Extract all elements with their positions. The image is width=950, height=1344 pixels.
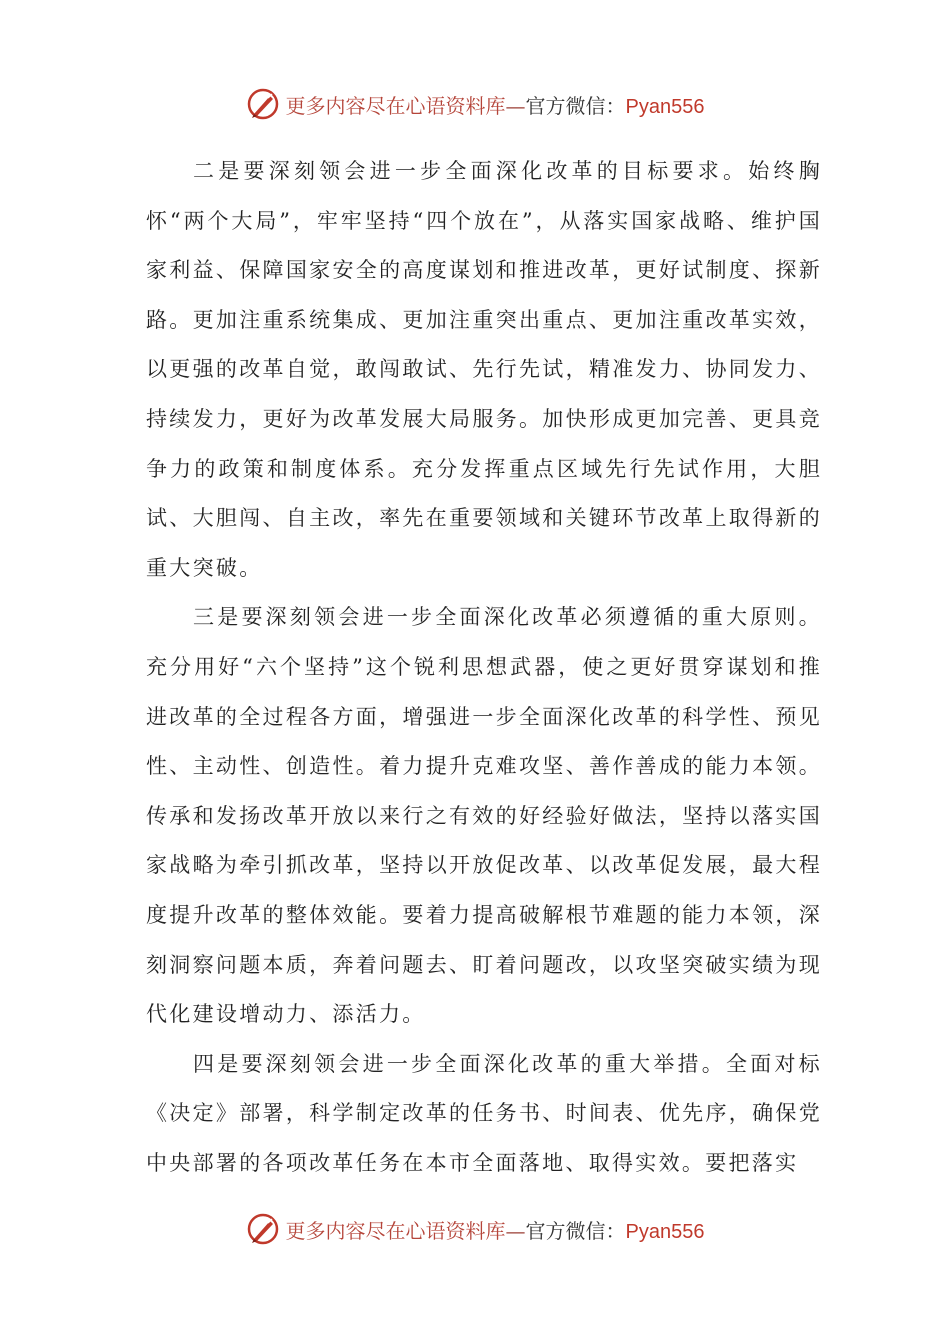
paragraph: 二是要深刻领会进一步全面深化改革的目标要求。始终胸怀“两个大局”，牢牢坚持“四个放在”，从落实国家战略、维护国家利益、保障国家安全的高度谋划和推进改革，更好试制度、探新路。更加注重系统集成、更加注重突出重点、更加注重改革实效，以更强的改革自觉，敢闯敢试、先行先试，精准发力、协同发力、持续发力，更好为改革发展大局服务。加快形成更加完善、更具竞争力的政策和制度体系。充分发挥重点区域先行先试作用，大胆试、大胆闯、自主改，率先在重要领域和关键环节改革上取得新的重大突破。 [146, 159, 822, 580]
banner-title: 更多内容尽在心语资料库 [285, 1218, 506, 1243]
banner-wechat-label: 官方微信： [525, 93, 626, 118]
header-banner [0, 84, 950, 124]
document-body [146, 147, 822, 1188]
banner-wechat-label: 官方微信： [525, 1218, 626, 1243]
pen-logo-icon [246, 87, 280, 121]
banner-wechat-id: Pyan556 [625, 95, 705, 118]
banner-dash: — [505, 1218, 526, 1243]
banner-text [286, 1215, 705, 1244]
banner-dash: — [505, 93, 526, 118]
paragraph: 三是要深刻领会进一步全面深化改革必须遵循的重大原则。充分用好“六个坚持”这个锐利思想武器，使之更好贯穿谋划和推进改革的全过程各方面，增强进一步全面深化改革的科学性、预见性、主动性、创造性。着力提升克难攻坚、善作善成的能力本领。传承和发扬改革开放以来行之有效的好经验好做法，坚持以落实国家战略为牵引抓改革，坚持以开放促改革、以改革促发展，最大程度提升改革的整体效能。要着力提高破解根节难题的能力本领，深刻洞察问题本质，奔着问题去、盯着问题改，以攻坚突破实绩为现代化建设增动力、添活力。 [146, 605, 822, 1027]
footer-banner [0, 1209, 950, 1249]
banner-text [286, 90, 705, 119]
banner-title: 更多内容尽在心语资料库 [285, 93, 506, 118]
paragraph: 四是要深刻领会进一步全面深化改革的重大举措。全面对标《决定》部署，科学制定改革的任务书、时间表、优先序，确保党中央部署的各项改革任务在本市全面落地、取得实效。要把落实 [146, 1051, 822, 1175]
banner-wechat-id: Pyan556 [625, 1220, 705, 1243]
pen-logo-icon [246, 1212, 280, 1246]
